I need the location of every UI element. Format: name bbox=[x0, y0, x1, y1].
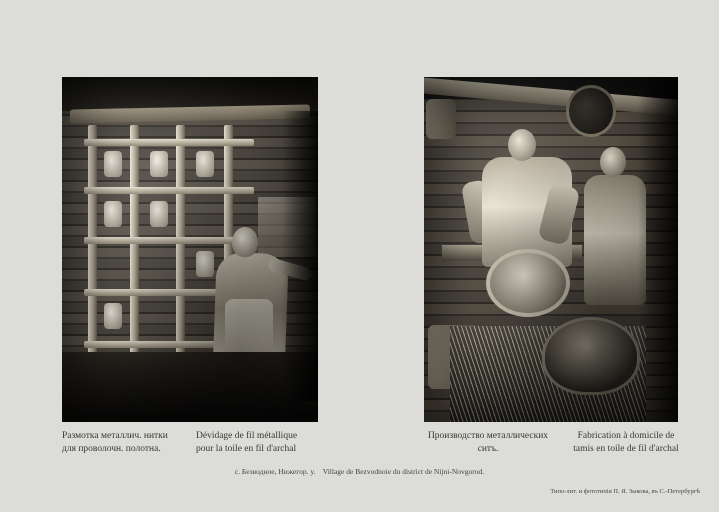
rack-shelf bbox=[84, 187, 254, 194]
hanging-sieve bbox=[566, 85, 616, 137]
caption-right-french-line2: tamis en toile de fil d'archal bbox=[573, 443, 679, 454]
caption-location bbox=[0, 467, 719, 477]
rack-shelf bbox=[84, 237, 254, 244]
right-photograph bbox=[424, 77, 678, 422]
caption-left-french-line1: Dévidage de fil métallique bbox=[196, 431, 298, 441]
sieve-in-progress bbox=[486, 249, 570, 317]
wire-spool bbox=[104, 201, 122, 227]
caption-right-french-line1: Fabrication à domicile de bbox=[577, 431, 675, 441]
wall-barrel bbox=[426, 99, 456, 139]
caption-left-russian-line1: Размотка металлич. нитки bbox=[62, 431, 168, 441]
caption-location-french: Village de Bezvodnoie du district de Nijni-Novgorod. bbox=[322, 467, 485, 476]
caption-right-french bbox=[560, 430, 692, 456]
man-figure-head bbox=[508, 129, 536, 161]
caption-left-russian bbox=[62, 430, 192, 456]
wire-spool bbox=[196, 151, 214, 177]
caption-location-russian: с. Безводное, Нижегор. у. bbox=[234, 467, 316, 476]
caption-left-french-line2: pour la toile en fil d'archal bbox=[196, 443, 297, 454]
caption-right-russian-line2: ситъ. bbox=[477, 443, 499, 454]
wire-spool bbox=[104, 151, 122, 177]
caption-left-russian-line2: для проволочн. полотна. bbox=[62, 443, 161, 454]
left-photograph bbox=[62, 77, 318, 422]
floor-shadow bbox=[62, 352, 318, 422]
caption-right-russian bbox=[418, 430, 558, 456]
right-edge-shadow bbox=[638, 77, 678, 422]
rack-shelf bbox=[84, 139, 254, 146]
right-edge-shadow bbox=[282, 111, 318, 401]
wire-spool bbox=[150, 151, 168, 177]
wire-spool bbox=[150, 201, 168, 227]
wire-spool bbox=[196, 251, 214, 277]
printer-imprint: Типо-лит. и фототипія П. Я. Зыкова, въ С.-Петербургѣ bbox=[550, 488, 700, 495]
caption-right-russian-line1: Производство металлических bbox=[427, 431, 549, 441]
boy-figure-body bbox=[584, 175, 646, 305]
large-cauldron bbox=[542, 317, 640, 395]
woman-figure-head bbox=[232, 227, 258, 257]
boy-figure-head bbox=[600, 147, 626, 177]
caption-left-french bbox=[196, 430, 324, 456]
wire-spool bbox=[104, 303, 122, 329]
